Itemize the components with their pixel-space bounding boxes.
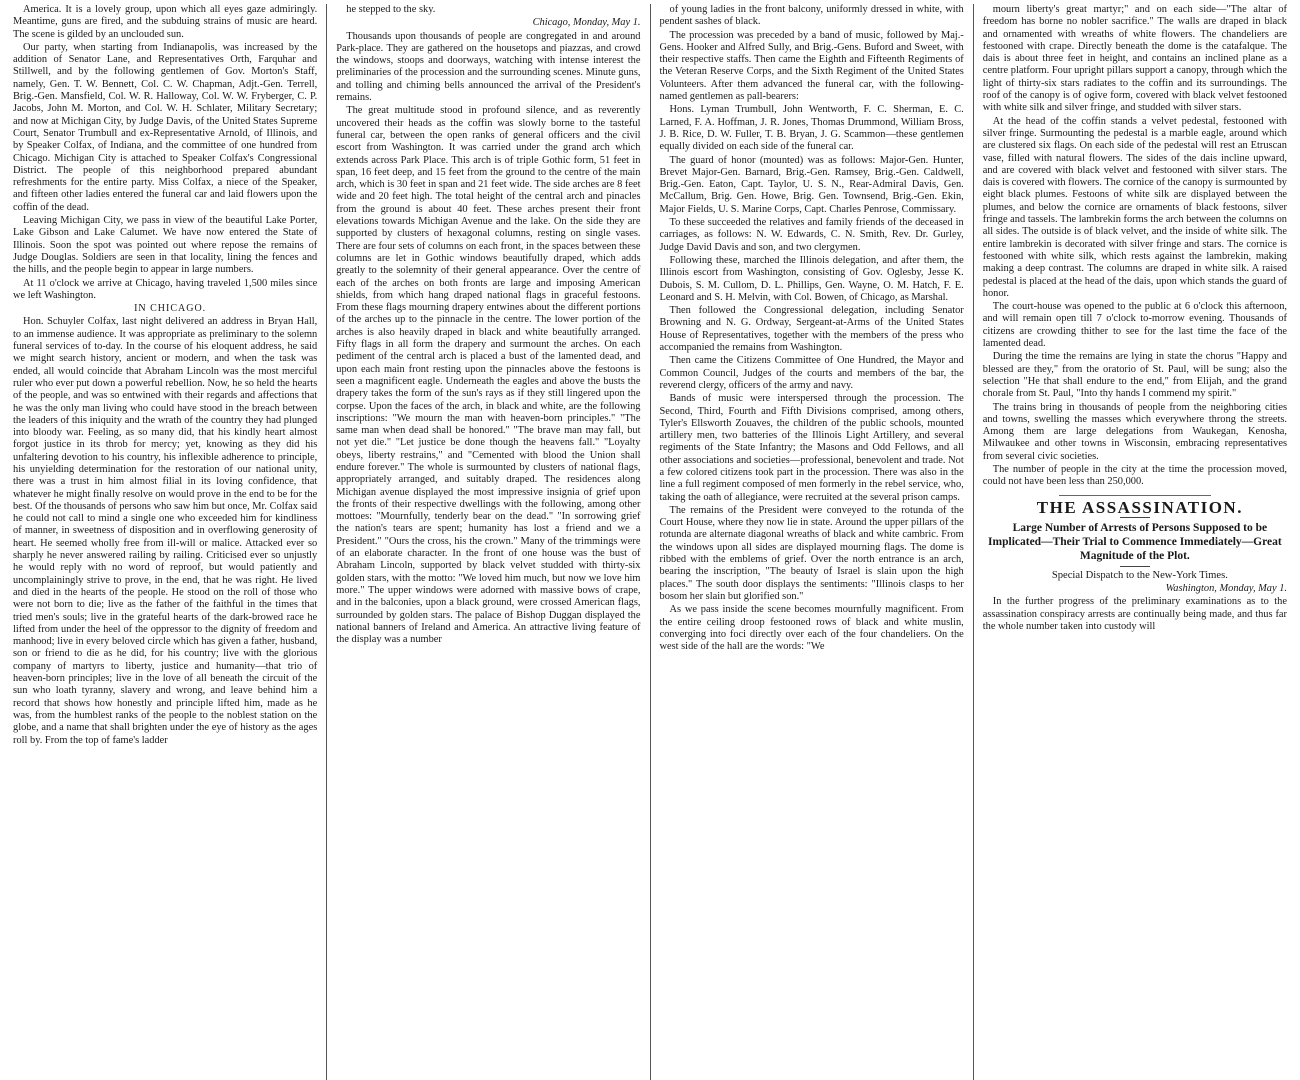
article-headline: THE ASSASSINATION. [1036, 497, 1243, 517]
paragraph: he stepped to the sky. [346, 4, 436, 15]
paragraph: Leaving Michigan City, we pass in view of the beautiful Lake Porter, Lake Gibson and Lake Calumet. We have now entered the State of Illinois. Soon the spot was pointed out where repose the remains of Judge Douglas. Soldiers are seen in that locality, lining the fences and the hills, and the people begin to appear in large numbers. [13, 215, 318, 276]
column-2 [327, 4, 650, 1080]
dateline: Chicago, Monday, May 1. [532, 17, 641, 29]
deck-dash [1120, 566, 1150, 567]
paragraph: Following these, marched the Illinois delegation, and after them, the Illinois escort from Washington, consisting of Gov. Oglesby, Jesse K. Dubois, S. M. Cullom, D. L. Phillips, Gen. Wayne, O. M. Hatch, F. E. Leonard and S. H. Melvin, with Col. Bowen, of Chicago, as Marshal. [659, 254, 964, 303]
column-1 [4, 4, 327, 1080]
paragraph: The guard of honor (mounted) was as follows: Major-Gen. Hunter, Brevet Major-Gen. Barnard, Brig.-Gen. Ramsey, Brig.-Gen. Caldwell, Brig.-Gen. Eaton, Capt. Taylor, U. S. N., Rear-Admiral Davis, Gen. McCallum, Brig. Gen. Howe, Brig. Gen. Townsend, Brig.-Gen. Ekin, Major Fields, U. S. Marine Corps, Capt. Charles Penrose, Commissary. [659, 154, 964, 215]
paragraph: In the further progress of the preliminary examinations as to the assassination conspiracy arrests are continually being made, and thus far the whole number taken into custody will [982, 596, 1287, 633]
paragraph: The great multitude stood in profound silence, and as reverently uncovered their heads as the coffin was slowly borne to the tasteful funeral car, between the open ranks of general officers and the civil escort from Washington. It was carried under the grand arch which extends across Park Place. This arch is of triple Gothic form, 51 feet in span, 16 feet deep, and 15 feet from the ground to the centre of the main arch, which is 30 feet in span and 21 feet wide. The side arches are 8 feet wide and 20 feet high. The total height of the central arch and pinacles from the ground is about 40 feet. These arches present their front elevations towards Michigan Avenue and the lake. On the side they are supported by clusters of hexagonal columns, resting on single vases. There are four sets of columns on each front, in the spaces between these columns are let in Gothic windows beautifully draped, which adds greatly to the solemnity of their general appearance. Over the centre of each of the arches on both fronts are large and imposing American shields, from which hang draped national flags in graceful festoons. From these flags mourning drapery entwines about the different portions of the arches up to the pinnacle in the centre. The lower portion of the arches is also heavily draped in black and white beautifully arranged. Fifty flags in all form the drapery and surmount the arches. On each pediment of the central arch is placed a bust of the lamented dead, and upon each main front resting upon the pinnacles above the festoons is seen a magnificent eagle. Underneath the eagles and above the busts the drapery takes the form of the sun's rays as if they still lingered upon the corpse. Upon the faces of the arch, in black and white, are the following inscriptions: "We mourn the man with heaven-born principles." "The same man when dead shall be honored." "The brave man may fall, but not yet die." "Let justice be done though the heavens fall." "Loyalty obeys, liberty restrains," and "Cemented with blood the Union shall endure forever." The whole is surmounted by clusters of national flags, appropriately arranged, and suitably draped. The residences along Michigan avenue displayed the most impressive insignia of grief upon the fronts of their respective dwellings with the following, among other mottoes: "Mournfully, tenderly bear on the dead." "In sorrowing grief the nation's tears are spent; humanity has lost a friend and we a President." "Ours the cross, his the crown." Many of the trimmings were of an elaborate character. In the front of one house was the bust of Abraham Lincoln, supported by black velvet studded with thirty-six golden stars, with the motto: "We loved him much, but now we love him more." The upper windows were adorned with massive bows of crape, and in the balconies, upon a black ground, were crossed American flags, surrounded by golden stars. The palace of Bishop Duggan displayed the national banners of Ireland and America. An attractive living feature of the display was a number [336, 105, 641, 646]
paragraph: As we pass inside the scene becomes mournfully magnificent. From the entire ceiling droop festooned rows of black and white muslin, converging into foci directly over each of the four chandeliers. On the west side of the hall are the words: "We [659, 604, 964, 653]
paragraph: At the head of the coffin stands a velvet pedestal, festooned with silver fringe. Surmounting the pedestal is a marble eagle, around which are clustered six flags. On each side of the pedestal will rest an Etruscan vase, filled with natural flowers. The sides of the dais incline upward, and are covered with black velvet and festooned with silver stars. The dais is covered with flowers. The cornice of the canopy is surmounted by eight black plumes. Festoons of white silk are displayed between the plumes, and below the cornice are ornaments of black festoons, silver fringe and tassels. The lambrekin forms the arch between the columns on all sides. The outside is of black velvet, and the inside of white silk. The entire lambrekin is decorated with silver fringe and stars. The cornice is festooned with white silk, which rests against the lambrekin, making making a deep contrast. The columns are draped in white silk. A raised pedestal is placed at the head of the dais, upon which stands the guard of honor. [982, 115, 1287, 299]
paragraph: Hon. Schuyler Colfax, last night delivered an address in Bryan Hall, to an immense audience. It was appropriate as preliminary to the solemn funeral services of to-day. In the course of his eloquent address, he said we might search history, ancient or modern, and when the task was ended, all would coincide that Abraham Lincoln was the most merciful ruler who ever put down a powerful rebellion. Now, he so held the hearts of the people, and was so entwined with their regards and affections that he was the only man living who could have stood in the breach between the leaders of this iniquity and the wrath of the country they had plunged into bloody war. Feeling, as so many did, that his kindly heart almost forgot justice in its throb for mercy; yet, knowing as they did his unfaltering devotion to his country, his inflexible adherence to principle, his unyielding determination for the restoration of our national unity, there was a trust in him almost filial in its loving confidence, that whatever he might finally resolve on would prove in the end to be for the best. Of the thousands of persons who saw him but once, Mr. Colfax said he could not call to mind a single one who exceeded him for kindliness of manner, in sweetness of disposition and in overflowing generosity of heart. He seemed wholly free from ill-will or malice. Attacked ever so sharply he never answered railing by railing. Criticised ever so unjustly he would reply with no word of reproof, but would patiently and uncomplainingly strive to prove, in the end, that he was right. He lived and died in the hearts of the people. He stood on the roll of those who were not born to die; live as the father of the faithful in the times that tried men's souls; live in the grateful hearts of the dark-browed race he lifted from under the heel of the oppressor to the dignity of freedom and manhood; live in every beloved circle which has given a father, husband, son or friend to die as he did, for his country; live with the glorious company of martyrs to liberty, justice and humanity—that trio of heaven-born principles; live in the love of all beneath the circuit of the sun who loath tyranny, slavery and wrong, and leave behind him a record that shows how honestly and principle lifted him, made as he was, from the humblest ranks of the people to the noblest station on the globe, and a name that shall brighten under the eye of history as the ages roll by. From the top of fame's ladder [13, 316, 318, 746]
paragraph: Thousands upon thousands of people are congregated in and around Park-place. They are gathered on the housetops and piazzas, and crowd the windows, stoops and doorways, watching with intense interest the preliminaries of the procession and the surrounding scenes. Minute guns, and tolling and chiming bells announced the arrival of the President's remains. [336, 30, 641, 104]
dateline: Washington, Monday, May 1. [1165, 583, 1287, 595]
paragraph: Then followed the Congressional delegation, including Senator Browning and N. G. Ordway, Sergeant-at-Arms of the United States House of Representatives, together with the members of the press who accompanied the remains from Washington. [659, 305, 964, 354]
paragraph: Our party, when starting from Indianapolis, was increased by the addition of Senator Lane, and Representatives Orth, Farquhar and Stillwell, and by the following gentlemen of Gov. Morton's Staff, namely, Gen. T. W. Bennett, Col. C. W. Chapman, Adjt.-Gen. Terrell, Brig.-Gen. Mansfield, Col. W. R. Halloway, Col. W. W. Fryberger, C. P. Jacobs, John M. Morton, and Col. W. H. Schlater, Military Secretary; and now at Michigan City, by Judge Davis, of the United States Supreme Court, Senator Trumbull and ex-Representative Arnold, of Illinois, and by Speaker Colfax, of Indiana, and the committee of one hundred from Chicago. Michigan City is attached to Speaker Colfax's Congressional District. The people of this neighborhood prepared abundant refreshments for the entire party. Miss Colfax, a niece of the Speaker, and fifteen other ladies entered the funeral car and laid flowers upon the coffin of the dead. [13, 41, 318, 213]
paragraph: At 11 o'clock we arrive at Chicago, having traveled 1,500 miles since we left Washington. [13, 277, 318, 301]
column-4 [974, 4, 1296, 1080]
headline-dash [1120, 517, 1150, 518]
paragraph: The court-house was opened to the public at 6 o'clock this afternoon, and will remain open till 7 o'clock to-morrow evening. Thousands of citizens are crowding thither to see for the last time the face of the lamented dead. [982, 301, 1287, 350]
article-deck: Large Number of Arrests of Persons Supposed to be Implicated—Their Trial to Commence Immediately—Great Magnitude of the Plot. [988, 521, 1282, 562]
paragraph: The remains of the President were conveyed to the rotunda of the Court House, where they now lie in state. Around the upper pillars of the rotunda are alternate diagonal wreaths of black and white cambric. From the windows upon all sides are displayed mourning flags. The dome is ribbed with the emblems of grief. Over the north entrance is an arch, bearing the inscription, "The beauty of Israel is slain upon the high places." The south door displays the sentiments: "Illinois clasps to her bosom her slain but glorified son." [659, 504, 964, 602]
column-3 [651, 4, 974, 1080]
paragraph: Bands of music were interspersed through the procession. The Second, Third, Fourth and Fifth Divisions comprised, among others, Tyler's Ellsworth Zouaves, the children of the public schools, mounted artillery men, two batteries of the Illinois Light Artillery, and several regiments of the State Infantry; the Masons and Odd Fellows, and all other associations and societies—professional, benevolent and trade. Not a few colored citizens took part in the procession. There was also in the line a full regiment composed of men formerly in the rebel service, who, taking the oath of allegiance, were recruited at the several prison camps. [659, 393, 964, 503]
paragraph: Hons. Lyman Trumbull, John Wentworth, F. C. Sherman, E. C. Larned, F. A. Hoffman, J. R. Jones, Thomas Drummond, William Bross, J. B. Rice, D. W. Fuller, T. B. Bryan, J. G. Scammon—these gentlemen equally divided on each side of the funeral car. [659, 104, 964, 153]
paragraph: The trains bring in thousands of people from the neighboring cities and towns, swelling the masses which everywhere throng the streets. Among them are large delegations from Waukegan, Kenosha, Milwaukee and other towns in Wisconsin, embracing representatives from several civic societies. [982, 401, 1287, 462]
paragraph: The procession was preceded by a band of music, followed by Maj.-Gens. Hooker and Alfred Sully, and Brig.-Gens. Buford and Sweet, with their respective staffs. Then came the Eighth and Fifteenth Regiments of the Veteran Reserve Corps, and the Sixth Regiment of the United States Volunteers. After them advanced the funeral car, with the following-named gentlemen as pall-bearers: [659, 29, 964, 103]
paragraph: mourn liberty's great martyr;" and on each side—"The altar of freedom has borne no nobler sacrifice." The walls are draped in black and ornamented with wreaths of white flowers. The chandeliers are festooned with crape. Directly beneath the dome is the catafalque. The dais is about three feet in height, and contains an inclined plane as a centre platform. Four upright pillars support a canopy, through which the light of thirty-six stars radiates to the coffin and its surroundings. The roof of the canopy is of ogive form, covered with black velvet festooned with white silk and silver fringe, and studded with silver stars. [982, 4, 1287, 114]
section-divider [1059, 495, 1211, 496]
byline: Special Dispatch to the New-York Times. [1051, 569, 1228, 581]
paragraph: To these succeeded the relatives and family friends of the deceased in carriages, as follows: N. W. Edwards, C. N. Smith, Rev. Dr. Gurley, Judge David Davis and son, and two clergymen. [659, 217, 964, 253]
paragraph: Then came the Citizens Committee of One Hundred, the Mayor and Common Council, Judges of the courts and members of the bar, the reverend clergy, officers of the army and navy. [659, 355, 964, 391]
paragraph: America. It is a lovely group, upon which all eyes gaze admiringly. Meantime, guns are fired, and the subduing strains of music are heard. The scene is gilded by an unclouded sun. [13, 4, 318, 40]
paragraph: of young ladies in the front balcony, uniformly dressed in white, with pendent sashes of black. [659, 4, 964, 28]
paragraph: The number of people in the city at the time the procession moved, could not have been less than 250,000. [982, 463, 1287, 488]
section-subhead: IN CHICAGO. [134, 303, 207, 315]
paragraph: During the time the remains are lying in state the chorus "Happy and blessed are they," from the oratorio of St. Paul, will be sung; also the selection "He that shall endure to the end," from Elijah, and the grand chorale from St. Paul, "Into thy hands I commend my spirit." [982, 351, 1287, 400]
